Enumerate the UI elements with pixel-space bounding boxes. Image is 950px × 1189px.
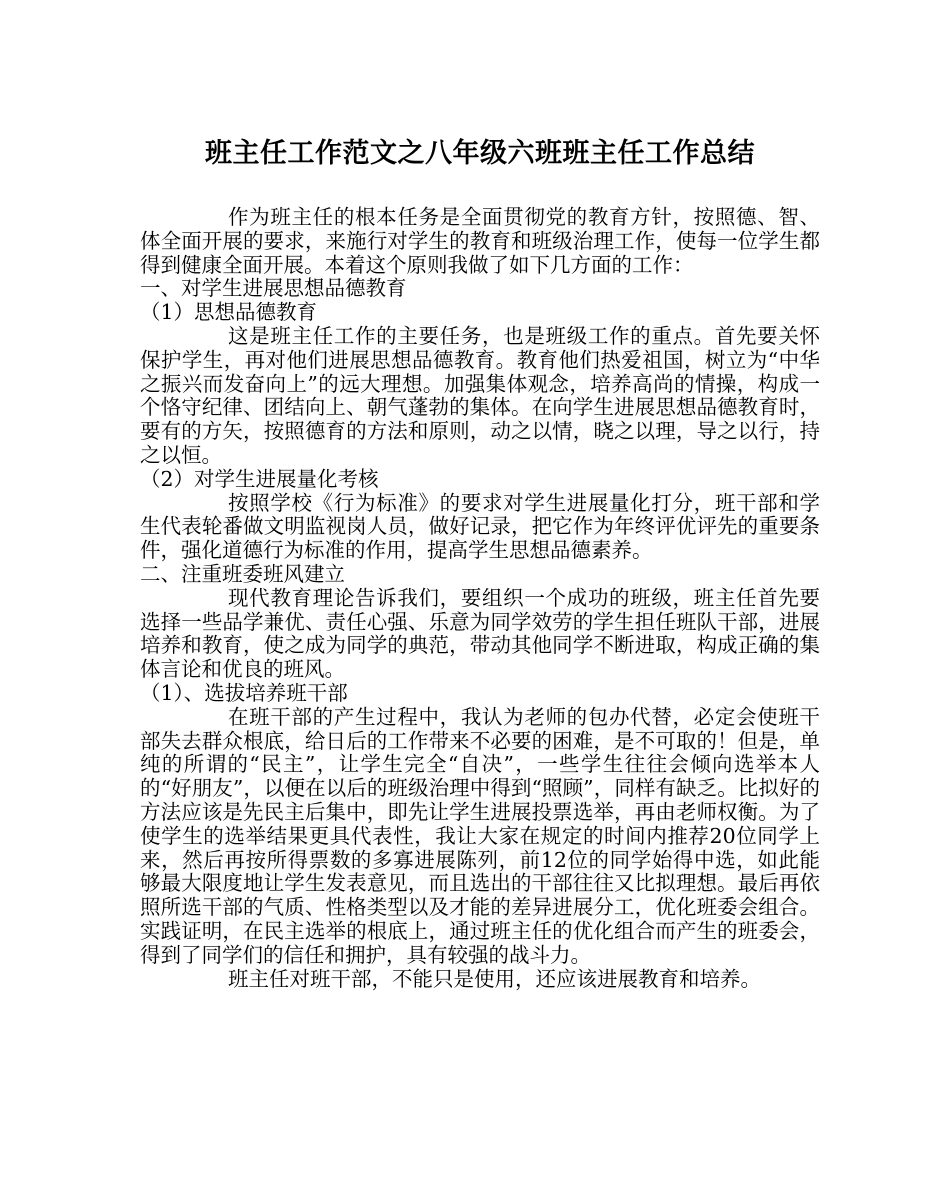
section-heading-1: 一、对学生进展思想品德教育: [140, 276, 407, 301]
paragraph-quantitative-assessment: 按照学校《行为标准》的要求对学生进展量化打分，班干部和学生代表轮番做文明监视岗人员，做好记录，把它作为年终评优评先的重要条件，强化道德行为标准的作用，提高学生思想品德素养。: [140, 490, 820, 563]
subheading-1-2: （2）对学生进展量化考核: [140, 466, 379, 491]
paragraph-class-committee: 现代教育理论告诉我们，要组织一个成功的班级，班主任首先要选择一些品学兼优、责任心强、乐意为同学效劳的学生担任班队干部，进展培养和教育，使之成为同学的典范，带动其他同学不断进取，构成正确的集体言论和优良的班风。: [140, 585, 820, 682]
document-body: [140, 206, 820, 991]
subheading-2-1: （1）、选拔培养班干部: [140, 680, 348, 705]
paragraph-intro: 作为班主任的根本任务是全面贯彻党的教育方针，按照德、智、体全面开展的要求，来施行对学生的教育和班级治理工作，使每一位学生都得到健康全面开展。本着这个原则我做了如下几方面的工作：: [140, 205, 820, 277]
paragraph-cadre-training: 班主任对班干部，不能只是使用，还应该进展教育和培养。: [228, 966, 761, 991]
paragraph-cadre-selection: 在班干部的产生过程中，我认为老师的包办代替，必定会使班干部失去群众根底，给日后的工作带来不必要的困难，是不可取的！但是，单纯的所谓的“民主”，让学生完全“自决”，一些学生往往会倾向选举本人的“好朋友”，以便在以后的班级治理中得到“照顾”，同样有缺乏。比拟好的方法应该是先民主后集中，即先让学生进展投票选举，再由老师权衡。为了使学生的选举结果更具代表性，我让大家在规定的时间内推荐20位同学上来，然后再按所得票数的多寡进展陈列，前12位的同学始得中选，如此能够最大限度地让学生发表意见，而且选出的干部往往又比拟理想。最后再依照所选干部的气质、性格类型以及才能的差异进展分工，优化班委会组合。实践证明，在民主选举的根底上，通过班主任的优化组合而产生的班委会，得到了同学们的信任和拥护，具有较强的战斗力。: [140, 704, 820, 967]
section-heading-2: 二、注重班委班风建立: [140, 561, 345, 586]
paragraph-moral-education: 这是班主任工作的主要任务，也是班级工作的重点。首先要关怀保护学生，再对他们进展思想品德教育。教育他们热爱祖国，树立为“中华之振兴而发奋向上”的远大理想。加强集体观念，培养高尚的情操，构成一个恪守纪律、团结向上、朝气蓬勃的集体。在向学生进展思想品德教育时，要有的方矢，按照德育的方法和原则，动之以情，晓之以理，导之以行，持之以恒。: [140, 323, 820, 467]
subheading-1-1: （1）思想品德教育: [140, 300, 318, 325]
document-title: 班主任工作范文之八年级六班班主任工作总结: [205, 138, 755, 169]
